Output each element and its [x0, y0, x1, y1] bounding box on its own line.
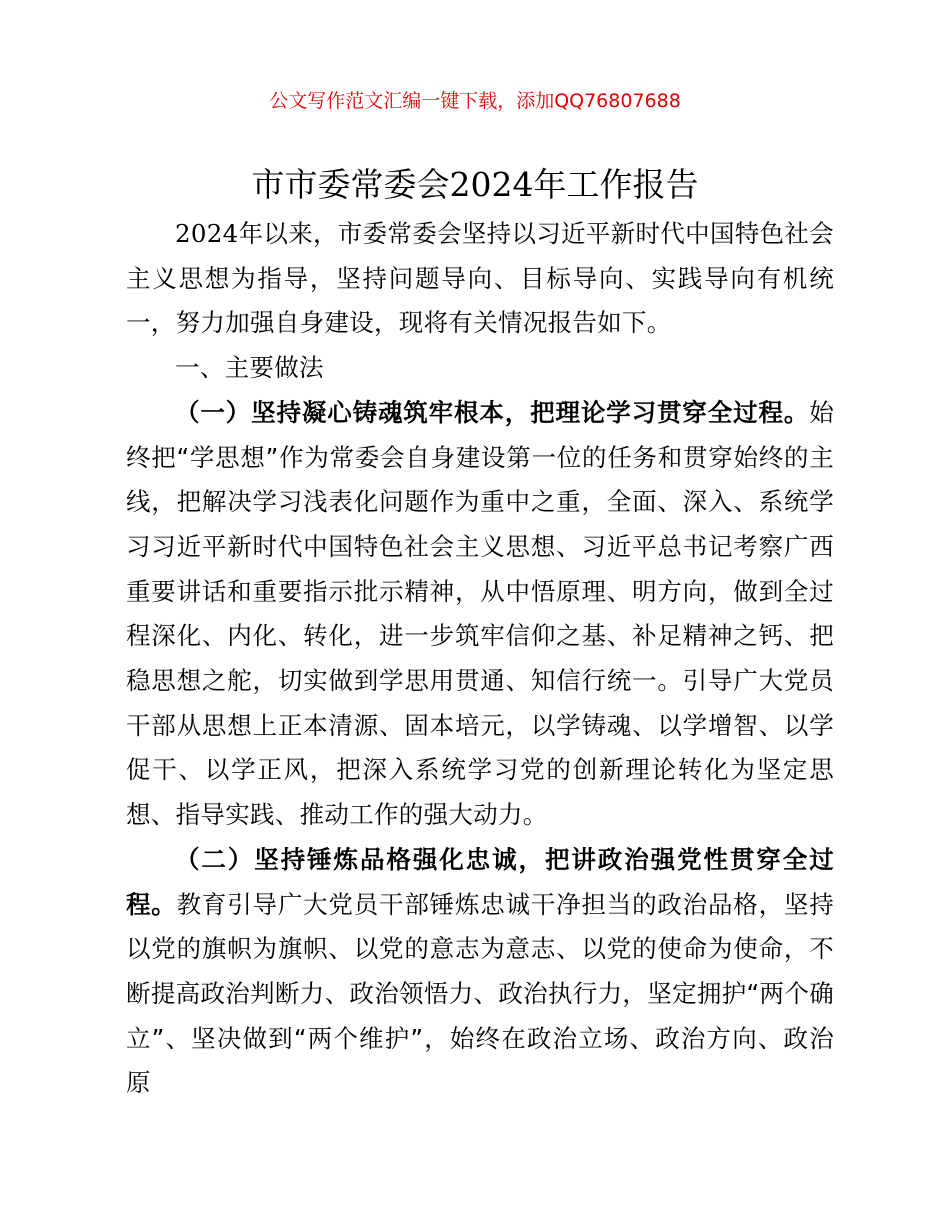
document-body	[126, 212, 834, 1106]
intro-paragraph	[126, 212, 834, 346]
paragraph-1-text: 始终把“学思想”作为常委会自身建设第一位的任务和贯穿始终的主线，把解决学习浅表化问题作为重中之重，全面、深入、系统学习习近平新时代中国特色社会主义思想、习近平总书记考察广西重要讲话和重要指示批示精神，从中悟原理、明方向，做到全过程深化、内化、转化，进一步筑牢信仰之基、补足精神之钙、把稳思想之舵，切实做到学思用贯通、知信行统一。引导广大党员干部从思想上正本清源、固本培元，以学铸魂、以学增智、以学促干、以学正风，把深入系统学习党的创新理论转化为坚定思想、指导实践、推动工作的强大动力。	[126, 397, 834, 830]
document-title: 市市委常委会2024年工作报告	[251, 165, 699, 204]
paragraph-2-text: 教育引导广大党员干部锤炼忠诚干净担当的政治品格，坚持以党的旗帜为旗帜、以党的意志为意志、以党的使命为使命，不断提高政治判断力、政治领悟力、政治执行力，坚定拥护“两个确立”、坚决做到“两个维护”，始终在政治立场、政治方向、政治原	[126, 889, 834, 1098]
paragraph-1-lead: （一）坚持凝心铸魂筑牢根本，把理论学习贯穿全过程。	[175, 397, 810, 427]
intro-year: 2024	[175, 219, 239, 248]
paragraph-2-lead: （二）坚持锤炼品格强化忠诚，把讲政治强党性贯穿全过程。	[126, 844, 834, 919]
paragraph-2	[126, 838, 834, 1106]
download-banner: 公文写作范文汇编一键下载，添加QQ76807688	[269, 90, 681, 112]
intro-text: 年以来，市委常委会坚持以习近平新时代中国特色社会主义思想为指导，坚持问题导向、目标导向、实践导向有机统一，努力加强自身建设，现将有关情况报告如下。	[126, 219, 834, 338]
section-heading: 一、主要做法	[175, 353, 324, 383]
paragraph-1	[126, 391, 834, 838]
